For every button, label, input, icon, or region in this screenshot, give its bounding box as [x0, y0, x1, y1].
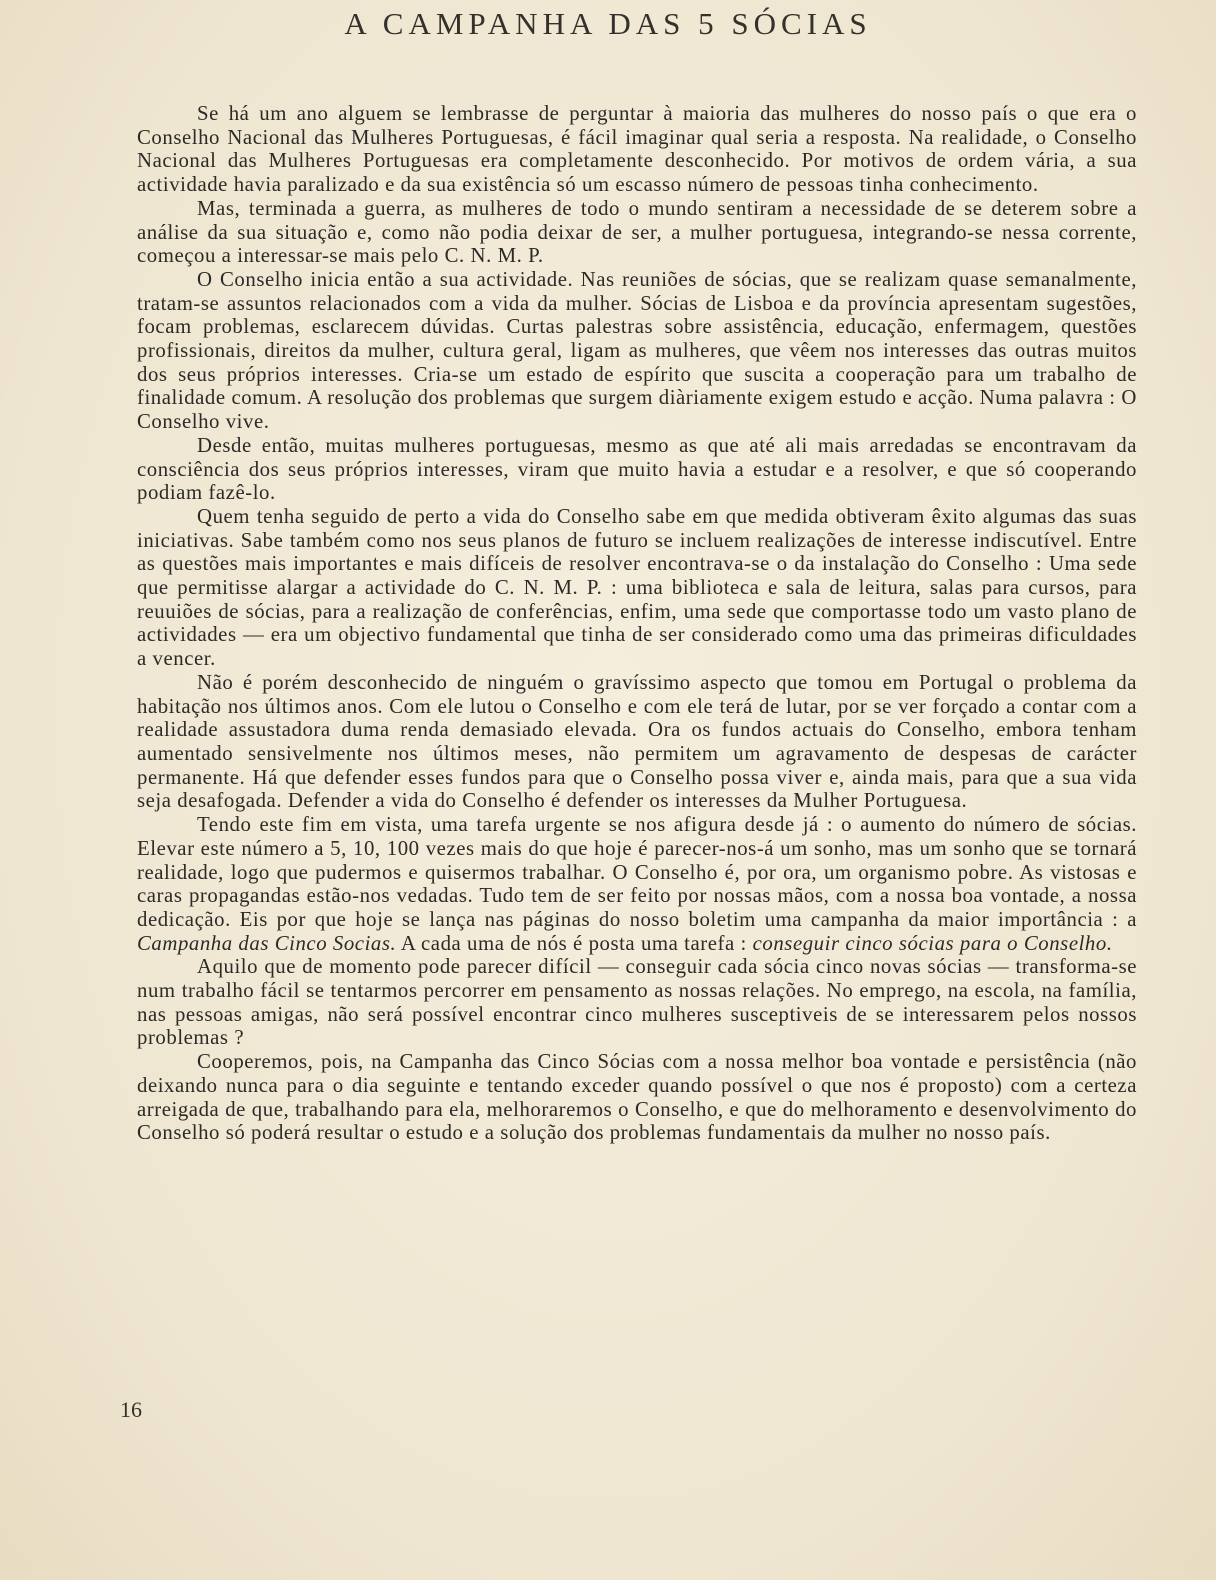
page-title: A CAMPANHA DAS 5 SÓCIAS [344, 6, 872, 41]
paragraph: Se há um ano alguem se lembrasse de perguntar à maioria das mulheres do nosso país o que era o Conselho Nacional das Mulheres Portuguesas, é fácil imaginar qual seria a resposta. Na realidade, o Conselho Nacional das Mulheres Portuguesas era completamente desconhecido. Por motivos de ordem vária, a sua actividade havia paralizado e da sua existência só um escasso número de pessoas tinha conhecimento. [137, 102, 1137, 197]
paragraph: Não é porém desconhecido de ninguém o gravíssimo aspecto que tomou em Portugal o problema da habitação nos últimos anos. Com ele lutou o Conselho e com ele terá de lutar, por se ver forçado a contar com a realidade assustadora duma renda demasiado elevada. Ora os fundos actuais do Conselho, embora tenham aumentado sensivelmente nos últimos meses, não permitem um agravamento de despesas de carácter permanente. Há que defender esses fundos para que o Conselho possa viver e, ainda mais, para que a sua vida seja desafogada. Defender a vida do Conselho é defender os interesses da Mulher Portuguesa. [137, 670, 1137, 813]
page-number: 16 [120, 1397, 142, 1422]
paragraph [137, 813, 1137, 955]
campaign-task: conseguir cinco sócias para o Conselho. [752, 931, 1113, 955]
article-body [137, 102, 1137, 1145]
paragraph-text: A cada uma de nós é posta uma tarefa : [396, 931, 753, 955]
paragraph: Mas, terminada a guerra, as mulheres de todo o mundo sentiram a necessidade de se deterem sobre a análise da sua situação e, como não podia deixar de ser, a mulher portuguesa, integrando-se nessa corrente, começou a interessar-se mais pelo C. N. M. P. [137, 196, 1137, 268]
campaign-name: Campanha das Cinco Socias. [137, 931, 397, 955]
paragraph: O Conselho inicia então a sua actividade. Nas reuniões de sócias, que se realizam quase semanalmente, tratam-se assuntos relacionados com a vida da mulher. Sócias de Lisboa e da província apresentam sugestões, focam problemas, esclarecem dúvidas. Curtas palestras sobre assistência, educação, enfermagem, questões profissionais, direitos da mulher, cultura geral, ligam as mulheres, que vêem nos interesses das outras muitos dos seus próprios interesses. Cria-se um estado de espírito que suscita a cooperação para um trabalho de finalidade comum. A resolução dos problemas que surgem diàriamente exigem estudo e acção. Numa palavra : O Conselho vive. [137, 267, 1137, 434]
paragraph: Quem tenha seguido de perto a vida do Conselho sabe em que medida obtiveram êxito algumas das suas iniciativas. Sabe também como nos seus planos de futuro se incluem realizações de interesse indiscutível. Entre as questões mais importantes e mais difíceis de resolver encontrava-se o da instalação do Conselho : Uma sede que permitisse alargar a actividade do C. N. M. P. : uma biblioteca e sala de leitura, salas para cursos, para reuuiões de sócias, para a realização de conferências, enfim, uma sede que comportasse todo um vasto plano de actividades — era um objectivo fundamental que tinha de ser considerado como uma das primeiras dificuldades a vencer. [137, 504, 1137, 671]
paragraph: Aquilo que de momento pode parecer difícil — conseguir cada sócia cinco novas sócias — transforma-se num trabalho fácil se tentarmos percorrer em pensamento as nossas relações. No emprego, na escola, na família, nas pessoas amigas, não será possível encontrar cinco mulheres susceptiveis de se interessarem pelos nossos problemas ? [137, 955, 1137, 1050]
paragraph-text: Tendo este fim em vista, uma tarefa urgente se nos afigura desde já : o aumento do número de sócias. Elevar este número a 5, 10, 100 vezes mais do que hoje é parecer-nos-á um sonho, mas um sonho que se tornará realidade, logo que pudermos e quisermos trabalhar. O Conselho é, por ora, um organismo pobre. As vistosas e caras propagandas estão-nos vedadas. Tudo tem de ser feito por nossas mãos, com a nossa boa vontade, a nossa dedicação. Eis por que hoje se lança nas páginas do nosso boletim uma campanha da maior importância : a [137, 813, 1137, 931]
paragraph: Desde então, muitas mulheres portuguesas, mesmo as que até ali mais arredadas se encontravam da consciência dos seus próprios interesses, viram que muito havia a estudar e a resolver, e que só cooperando podiam fazê-lo. [137, 433, 1137, 505]
paragraph: Cooperemos, pois, na Campanha das Cinco Sócias com a nossa melhor boa vontade e persistência (não deixando nunca para o dia seguinte e tentando exceder quando possível o que nos é proposto) com a certeza arreigada de que, trabalhando para ela, melhoraremos o Conselho, e que do melhoramento e desenvolvimento do Conselho só poderá resultar o estudo e a solução dos problemas fundamentais da mulher no nosso país. [137, 1050, 1137, 1145]
